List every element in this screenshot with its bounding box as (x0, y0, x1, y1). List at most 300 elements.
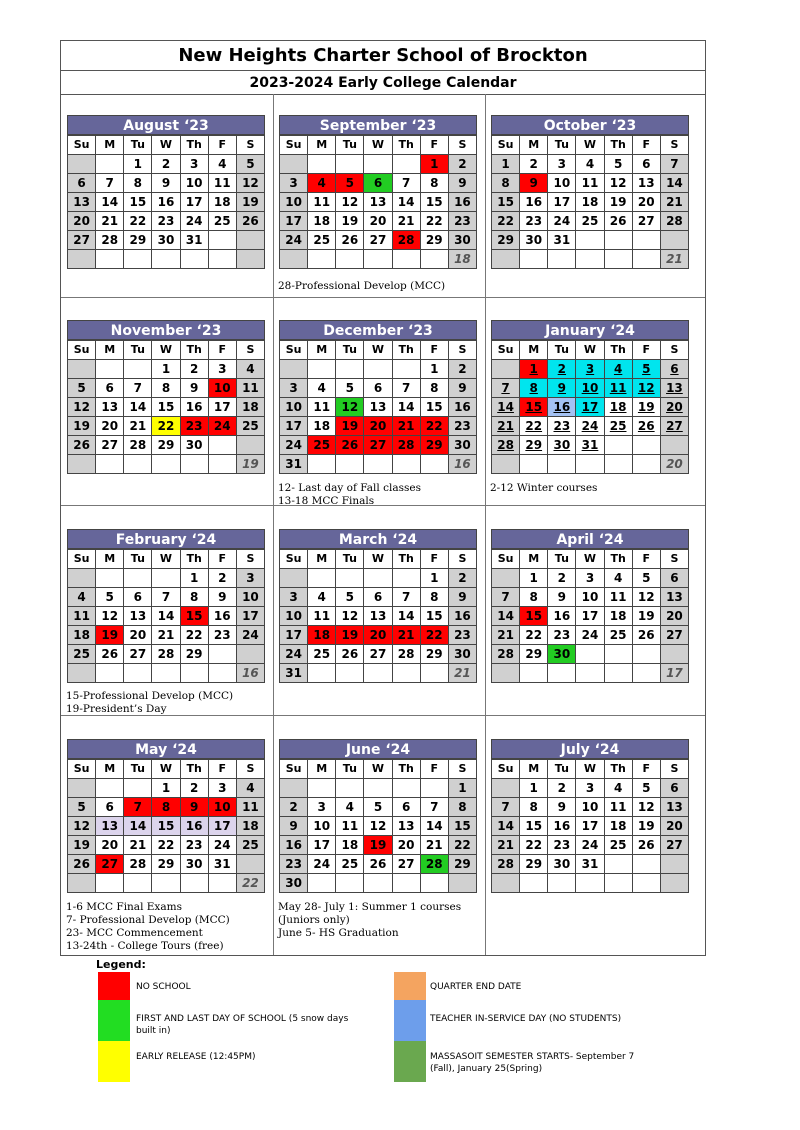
weekday-header: F (208, 341, 236, 360)
month-notes (278, 482, 421, 508)
empty-cell (308, 779, 336, 798)
day-cell: 14 (660, 174, 688, 193)
day-cell: 26 (632, 836, 660, 855)
weekday-header: Th (604, 341, 632, 360)
day-cell: 4 (68, 588, 96, 607)
empty-cell (492, 360, 520, 379)
empty-cell (308, 874, 336, 893)
weekday-header: M (520, 341, 548, 360)
weekday-header: Th (392, 550, 420, 569)
note-line: 1-6 MCC Final Exams (66, 901, 182, 913)
weekday-header: S (236, 341, 264, 360)
day-cell: 18 (236, 817, 264, 836)
day-cell: 12 (632, 798, 660, 817)
day-cell: 7 (660, 155, 688, 174)
week-row (68, 212, 265, 231)
day-cell: 10 (280, 193, 308, 212)
day-cell: 31 (576, 855, 604, 874)
empty-cell (208, 664, 236, 683)
weekday-header: M (96, 760, 124, 779)
weekday-header: Su (68, 760, 96, 779)
day-cell: 15 (448, 817, 476, 836)
empty-cell (632, 250, 660, 269)
weekday-header: W (364, 136, 392, 155)
day-cell: 2 (208, 569, 236, 588)
month-table (491, 340, 689, 474)
day-cell: 22 (124, 212, 152, 231)
day-cell: 10 (208, 379, 236, 398)
month-title: February ‘24 (67, 529, 265, 549)
day-cell: 9 (548, 588, 576, 607)
week-row (492, 798, 689, 817)
day-cell: 15 (124, 193, 152, 212)
day-cell: 1 (520, 569, 548, 588)
day-cell: 3 (576, 360, 604, 379)
empty-cell (392, 874, 420, 893)
day-cell: 2 (280, 798, 308, 817)
day-cell: 12 (336, 607, 364, 626)
day-cell: 30 (180, 855, 208, 874)
empty-cell (68, 455, 96, 474)
day-cell: 25 (236, 836, 264, 855)
day-cell: 20 (364, 626, 392, 645)
weekday-header: Tu (336, 550, 364, 569)
day-cell: 22 (152, 417, 180, 436)
month-table (67, 549, 265, 683)
weekday-header: F (208, 760, 236, 779)
day-cell: 21 (660, 193, 688, 212)
day-cell: 17 (280, 626, 308, 645)
month-calendar (67, 739, 265, 893)
day-cell: 21 (96, 212, 124, 231)
empty-cell (68, 874, 96, 893)
week-row (68, 455, 265, 474)
day-cell: 18 (336, 836, 364, 855)
empty-cell (492, 455, 520, 474)
empty-cell (96, 664, 124, 683)
empty-cell (308, 569, 336, 588)
day-cell: 6 (392, 798, 420, 817)
week-row (280, 645, 477, 664)
empty-cell (308, 664, 336, 683)
day-cell: 9 (448, 588, 476, 607)
day-cell: 11 (336, 817, 364, 836)
weekday-header: F (632, 550, 660, 569)
empty-cell (308, 250, 336, 269)
day-cell: 7 (124, 798, 152, 817)
day-cell: 27 (660, 417, 688, 436)
day-cell: 23 (548, 417, 576, 436)
column-divider (273, 94, 274, 955)
day-cell: 26 (236, 212, 264, 231)
day-cell: 17 (236, 607, 264, 626)
empty-cell (336, 155, 364, 174)
day-cell: 27 (96, 436, 124, 455)
empty-cell (280, 250, 308, 269)
day-cell: 17 (180, 193, 208, 212)
day-cell: 18 (576, 193, 604, 212)
month-title: March ‘24 (279, 529, 477, 549)
week-row (68, 569, 265, 588)
day-cell: 2 (180, 779, 208, 798)
day-cell: 3 (280, 174, 308, 193)
day-cell: 13 (364, 607, 392, 626)
month-calendar (491, 529, 689, 683)
day-cell: 3 (208, 360, 236, 379)
day-cell: 24 (280, 645, 308, 664)
empty-cell (364, 455, 392, 474)
legend-swatch (394, 1000, 426, 1041)
day-cell: 28 (96, 231, 124, 250)
week-row (492, 155, 689, 174)
empty-cell (180, 455, 208, 474)
day-cell: 22 (420, 212, 448, 231)
day-cell: 13 (392, 817, 420, 836)
month-calendar (279, 320, 477, 474)
day-cell: 19 (632, 398, 660, 417)
day-cell: 30 (448, 645, 476, 664)
day-cell: 29 (492, 231, 520, 250)
day-cell: 27 (364, 436, 392, 455)
empty-cell (96, 155, 124, 174)
empty-cell (632, 855, 660, 874)
empty-cell (632, 664, 660, 683)
empty-cell (548, 455, 576, 474)
day-cell: 11 (604, 798, 632, 817)
weekday-header: W (364, 550, 392, 569)
legend-label: EARLY RELEASE (12:45PM) (136, 1052, 256, 1062)
month-table (279, 340, 477, 474)
day-cell: 20 (96, 417, 124, 436)
day-cell: 25 (576, 212, 604, 231)
day-cell: 9 (548, 379, 576, 398)
day-cell: 19 (336, 212, 364, 231)
empty-cell (392, 360, 420, 379)
day-cell: 23 (180, 417, 208, 436)
empty-cell (124, 250, 152, 269)
month-table (67, 759, 265, 893)
day-cell: 3 (576, 569, 604, 588)
day-cell: 12 (68, 817, 96, 836)
day-cell: 20 (364, 212, 392, 231)
day-cell: 7 (392, 174, 420, 193)
day-cell: 23 (280, 855, 308, 874)
weekday-header: S (660, 341, 688, 360)
empty-cell (392, 155, 420, 174)
day-cell: 2 (548, 360, 576, 379)
weekday-header: M (520, 136, 548, 155)
empty-cell (492, 569, 520, 588)
week-row (492, 817, 689, 836)
day-cell: 4 (308, 379, 336, 398)
empty-cell (180, 874, 208, 893)
month-calendar (279, 739, 477, 893)
day-cell: 11 (68, 607, 96, 626)
day-cell: 18 (308, 212, 336, 231)
empty-cell (420, 664, 448, 683)
day-cell: 4 (236, 360, 264, 379)
day-cell: 1 (520, 779, 548, 798)
empty-cell (392, 779, 420, 798)
weekday-header: W (576, 760, 604, 779)
month-title: November ‘23 (67, 320, 265, 340)
weekday-header: M (308, 341, 336, 360)
weekday-header: Su (68, 136, 96, 155)
day-cell: 28 (660, 212, 688, 231)
day-cell: 29 (520, 436, 548, 455)
empty-cell (308, 155, 336, 174)
day-cell: 18 (604, 398, 632, 417)
week-row (68, 250, 265, 269)
week-row (280, 155, 477, 174)
month-title: August ‘23 (67, 115, 265, 135)
week-row (492, 398, 689, 417)
day-cell: 7 (492, 798, 520, 817)
day-cell: 28 (420, 855, 448, 874)
empty-cell (492, 874, 520, 893)
day-cell: 13 (660, 588, 688, 607)
day-cell: 21 (492, 626, 520, 645)
weekday-header: S (660, 550, 688, 569)
day-cell: 7 (392, 588, 420, 607)
day-cell: 19 (336, 417, 364, 436)
day-cell: 24 (280, 436, 308, 455)
day-cell: 8 (152, 379, 180, 398)
weekday-header: Th (392, 341, 420, 360)
day-cell: 21 (492, 836, 520, 855)
week-row (492, 855, 689, 874)
empty-cell (208, 455, 236, 474)
week-row (68, 398, 265, 417)
day-cell: 18 (308, 417, 336, 436)
empty-cell (520, 874, 548, 893)
weekday-header: F (420, 136, 448, 155)
month-calendar (491, 115, 689, 269)
weekday-header: Su (68, 341, 96, 360)
day-cell: 6 (660, 569, 688, 588)
day-cell: 6 (68, 174, 96, 193)
day-cell: 31 (548, 231, 576, 250)
day-cell: 2 (152, 155, 180, 174)
day-cell: 12 (336, 193, 364, 212)
empty-cell (364, 155, 392, 174)
day-cell: 9 (448, 174, 476, 193)
day-cell: 6 (124, 588, 152, 607)
day-cell: 11 (236, 798, 264, 817)
empty-cell (364, 664, 392, 683)
legend-label: QUARTER END DATE (430, 982, 522, 992)
empty-cell (336, 664, 364, 683)
day-cell: 18 (208, 193, 236, 212)
day-cell: 12 (632, 379, 660, 398)
week-row (492, 836, 689, 855)
day-cell: 8 (180, 588, 208, 607)
day-cell: 25 (308, 436, 336, 455)
weekday-header: Su (492, 760, 520, 779)
weekday-header: S (448, 760, 476, 779)
empty-cell (68, 664, 96, 683)
day-cell: 18 (236, 398, 264, 417)
empty-cell (308, 360, 336, 379)
week-row (492, 193, 689, 212)
day-cell: 26 (68, 855, 96, 874)
week-row (68, 836, 265, 855)
day-cell: 19 (236, 193, 264, 212)
day-cell: 14 (124, 398, 152, 417)
day-cell: 4 (604, 779, 632, 798)
week-row (68, 174, 265, 193)
week-row (280, 379, 477, 398)
day-cell: 9 (180, 798, 208, 817)
empty-cell (520, 250, 548, 269)
day-cell: 28 (392, 436, 420, 455)
day-cell: 25 (604, 626, 632, 645)
empty-cell (124, 664, 152, 683)
empty-cell (604, 874, 632, 893)
week-row (492, 436, 689, 455)
weekday-header: M (96, 341, 124, 360)
week-row (280, 212, 477, 231)
day-cell: 23 (448, 212, 476, 231)
empty-cell (68, 779, 96, 798)
day-cell: 12 (336, 398, 364, 417)
week-row (68, 855, 265, 874)
day-cell: 27 (364, 645, 392, 664)
weekday-header: F (632, 760, 660, 779)
empty-cell (236, 645, 264, 664)
weekday-header-row (68, 550, 265, 569)
empty-cell (604, 855, 632, 874)
day-cell: 6 (364, 174, 392, 193)
day-cell: 21 (392, 212, 420, 231)
week-row (492, 212, 689, 231)
empty-cell (604, 455, 632, 474)
day-cell: 1 (420, 360, 448, 379)
day-cell: 16 (208, 607, 236, 626)
day-cell: 16 (548, 817, 576, 836)
month-calendar (279, 115, 477, 269)
day-cell: 4 (604, 360, 632, 379)
day-cell: 10 (576, 798, 604, 817)
day-cell: 30 (448, 436, 476, 455)
note-line: 19-President’s Day (66, 703, 167, 715)
empty-cell (604, 645, 632, 664)
day-cell: 8 (520, 379, 548, 398)
weekday-header: Tu (124, 341, 152, 360)
day-cell: 5 (632, 779, 660, 798)
day-cell: 17 (308, 836, 336, 855)
day-cell: 30 (152, 231, 180, 250)
legend-swatch (394, 972, 426, 1000)
day-cell: 23 (152, 212, 180, 231)
day-cell: 23 (520, 212, 548, 231)
day-cell: 11 (576, 174, 604, 193)
month-title: April ‘24 (491, 529, 689, 549)
week-row (280, 626, 477, 645)
empty-cell (68, 569, 96, 588)
weekday-header: S (660, 136, 688, 155)
week-row (280, 855, 477, 874)
week-row (492, 779, 689, 798)
day-cell: 10 (576, 379, 604, 398)
day-cell: 10 (280, 398, 308, 417)
day-cell: 5 (68, 798, 96, 817)
day-cell: 8 (420, 174, 448, 193)
weekday-header: W (152, 760, 180, 779)
empty-cell (208, 231, 236, 250)
day-cell: 3 (208, 779, 236, 798)
weekday-header: Tu (548, 550, 576, 569)
day-cell: 21 (152, 626, 180, 645)
day-cell: 20 (392, 836, 420, 855)
day-cell: 30 (448, 231, 476, 250)
empty-cell (96, 360, 124, 379)
empty-cell (124, 455, 152, 474)
weekday-header: S (236, 550, 264, 569)
empty-cell (152, 569, 180, 588)
month-calendar (67, 115, 265, 269)
weekday-header-row (492, 550, 689, 569)
day-cell: 1 (492, 155, 520, 174)
day-cell: 28 (492, 436, 520, 455)
month-title: May ‘24 (67, 739, 265, 759)
day-cell: 8 (124, 174, 152, 193)
empty-cell (280, 569, 308, 588)
day-cell: 10 (208, 798, 236, 817)
month-title: September ‘23 (279, 115, 477, 135)
legend-label: MASSASOIT SEMESTER STARTS- September 7 (Fall), January 25(Spring) (430, 1052, 635, 1074)
week-row (68, 155, 265, 174)
day-cell: 26 (632, 626, 660, 645)
day-cell: 17 (548, 193, 576, 212)
day-cell: 16 (520, 193, 548, 212)
day-cell: 31 (208, 855, 236, 874)
day-cell: 8 (420, 379, 448, 398)
weekday-header: Su (280, 550, 308, 569)
day-cell: 29 (448, 855, 476, 874)
day-cell: 24 (576, 417, 604, 436)
empty-cell (576, 645, 604, 664)
note-line: (Juniors only) (278, 914, 350, 926)
legend-label: TEACHER IN-SERVICE DAY (NO STUDENTS) (430, 1014, 622, 1024)
day-cell: 19 (632, 817, 660, 836)
empty-cell (492, 779, 520, 798)
empty-cell (364, 569, 392, 588)
day-cell: 22 (152, 836, 180, 855)
empty-cell (152, 874, 180, 893)
day-cell: 13 (96, 817, 124, 836)
day-cell: 21 (124, 836, 152, 855)
day-cell: 17 (280, 417, 308, 436)
week-row (68, 626, 265, 645)
empty-cell (392, 455, 420, 474)
weekday-header: Tu (548, 136, 576, 155)
day-cell: 20 (660, 817, 688, 836)
day-cell: 23 (448, 626, 476, 645)
day-cell: 27 (392, 855, 420, 874)
day-cell: 17 (280, 212, 308, 231)
month-calendar (491, 320, 689, 474)
week-row (492, 250, 689, 269)
day-cell: 4 (336, 798, 364, 817)
school-day-count: 19 (236, 455, 264, 474)
day-cell: 7 (492, 379, 520, 398)
empty-cell (96, 250, 124, 269)
day-cell: 29 (180, 645, 208, 664)
day-cell: 15 (180, 607, 208, 626)
day-cell: 14 (96, 193, 124, 212)
empty-cell (336, 250, 364, 269)
